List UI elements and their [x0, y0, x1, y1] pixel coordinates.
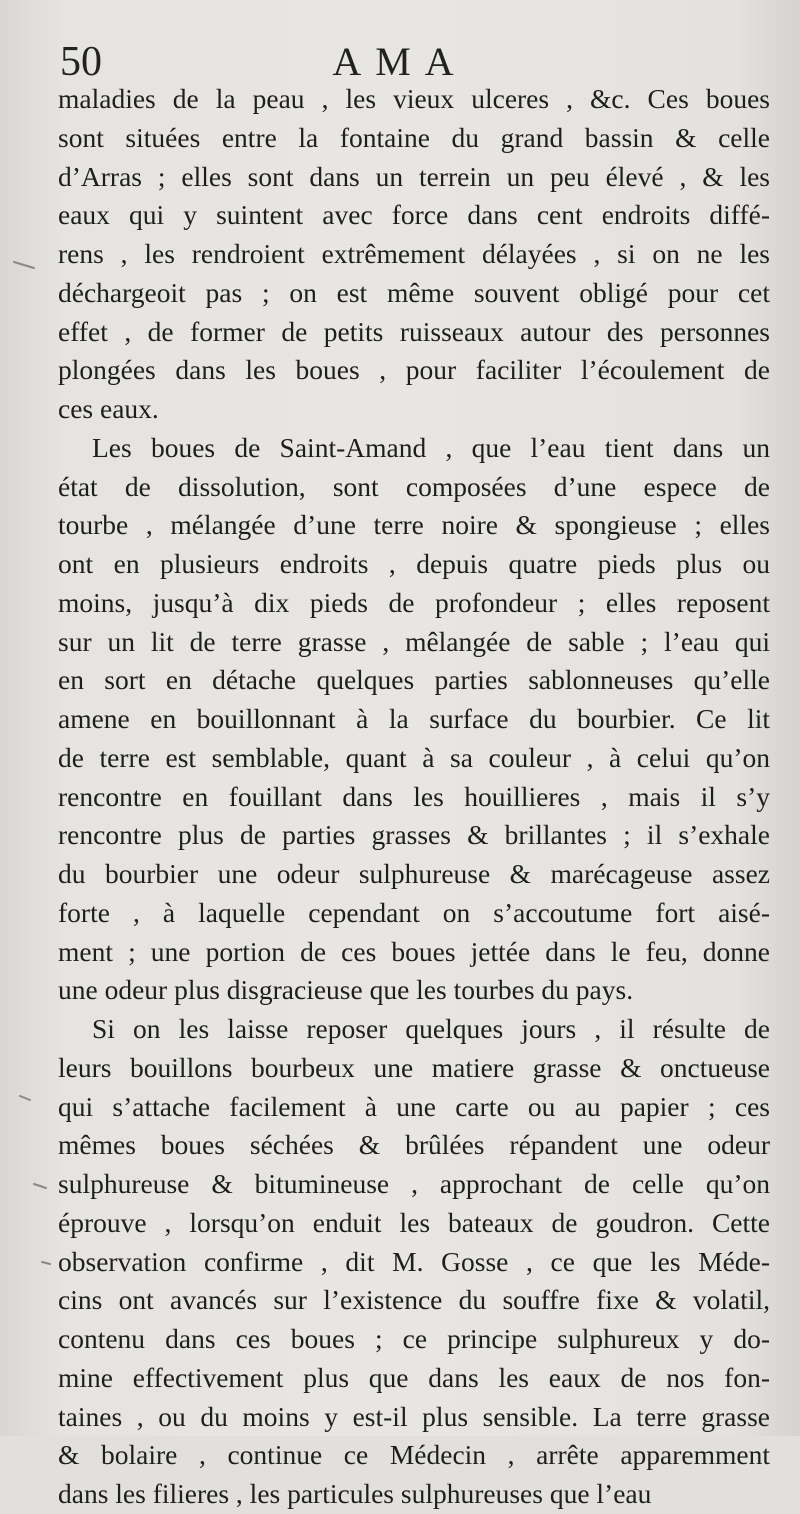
text-line: sont situées entre la fontaine du grand bassin & celle	[58, 121, 770, 153]
text-line: rencontre plus de parties grasses & brillantes ; il s’exhale	[58, 819, 770, 851]
text-line: & bolaire , continue ce Médecin , arrête apparemment	[58, 1439, 770, 1471]
text-line: effet , de former de petits ruisseaux autour des personnes	[58, 315, 770, 347]
ink-mark	[20, 1096, 30, 1100]
running-head: AMA	[332, 39, 468, 84]
text-line: de terre est semblable, quant à sa couleur , à celui qu’on	[58, 741, 770, 773]
text-line: ment ; une portion de ces boues jettée dans le feu, donne	[58, 935, 770, 967]
text-line: amene en bouillonnant à la surface du bourbier. Ce lit	[58, 703, 770, 734]
paragraph	[58, 429, 770, 1010]
ink-mark	[14, 262, 34, 268]
text-line: taines , ou du moins y est-il plus sensible. La terre grasse	[58, 1400, 770, 1432]
ink-mark	[42, 1262, 50, 1264]
paragraph	[58, 1010, 770, 1514]
text-line: eaux qui y suintent avec force dans cent endroits diffé-	[58, 199, 770, 231]
text-line: mêmes boues séchées & brûlées répandent une odeur	[58, 1129, 770, 1161]
text-line: en sort en détache quelques parties sablonneuses qu’elle	[58, 664, 770, 696]
text-line: sur un lit de terre grasse , mêlangée de sable ; l’eau qui	[58, 625, 770, 657]
text-line: d’Arras ; elles sont dans un terrein un peu élevé , & les	[58, 160, 770, 192]
body-text	[58, 80, 770, 1514]
text-line: Les boues de Saint-Amand , que l’eau tient dans un	[92, 431, 770, 463]
text-line: du bourbier une odeur sulphureuse & marécageuse assez	[58, 858, 770, 889]
text-line: qui s’attache facilement à une carte ou au papier ; ces	[58, 1090, 770, 1122]
text-line: forte , à laquelle cependant on s’accoutume fort aisé-	[58, 896, 770, 928]
ink-mark	[34, 1184, 46, 1188]
page-number: 50	[60, 39, 102, 85]
text-line: leurs bouillons bourbeux une matiere grasse & onctueuse	[58, 1051, 770, 1083]
text-line: ces eaux.	[58, 393, 159, 424]
text-line: Si on les laisse reposer quelques jours , il résulte de	[92, 1013, 770, 1044]
text-line: rencontre en fouillant dans les houillieres , mais il s’y	[58, 780, 770, 812]
text-line: état de dissolution, sont composées d’une espece de	[58, 470, 770, 502]
paragraph	[58, 80, 770, 429]
text-line: dans les filieres , les particules sulphureuses que l’eau	[58, 1478, 652, 1509]
text-line: tourbe , mélangée d’une terre noire & spongieuse ; elles	[58, 509, 770, 541]
text-line: maladies de la peau , les vieux ulceres , &c. Ces boues	[58, 83, 770, 114]
text-line: sulphureuse & bitumineuse , approchant de celle qu’on	[58, 1168, 770, 1199]
text-line: rens , les rendroient extrêmement délayées , si on ne les	[58, 238, 770, 269]
text-line: ont en plusieurs endroits , depuis quatre pieds plus ou	[58, 548, 770, 579]
text-line: déchargeoit pas ; on est même souvent obligé pour cet	[58, 276, 770, 308]
text-line: mine effectivement plus que dans les eaux de nos fon-	[58, 1361, 770, 1393]
text-line: une odeur plus disgracieuse que les tourbes du pays.	[58, 974, 634, 1006]
text-line: moins, jusqu’à dix pieds de profondeur ; elles reposent	[58, 586, 770, 618]
text-line: contenu dans ces boues ; ce principe sulphureux y do-	[58, 1323, 770, 1354]
text-line: plongées dans les boues , pour faciliter l’écoulement de	[58, 354, 770, 386]
text-line: éprouve , lorsqu’on enduit les bateaux de goudron. Cette	[58, 1206, 770, 1238]
text-line: cins ont avancés sur l’existence du souffre fixe & volatil,	[58, 1284, 770, 1316]
text-line: observation confirme , dit M. Gosse , ce que les Méde-	[58, 1245, 770, 1277]
